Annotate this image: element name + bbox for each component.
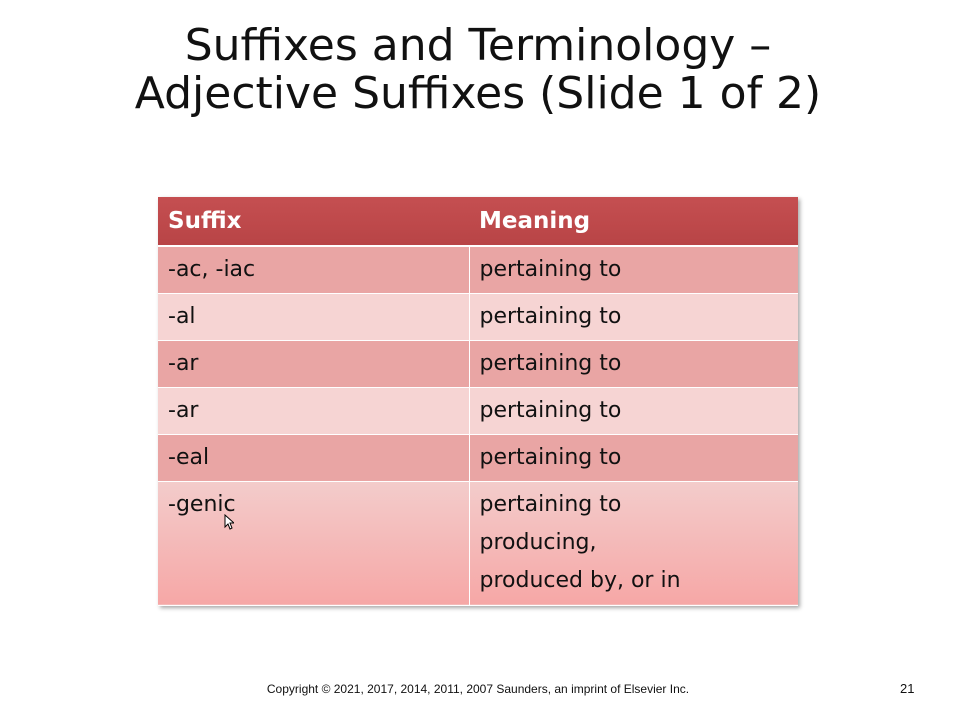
meaning-cell: pertaining to — [469, 387, 798, 434]
copyright-footer: Copyright © 2021, 2017, 2014, 2011, 2007 Saunders, an imprint of Elsevier Inc. — [266, 682, 690, 696]
table-row — [158, 434, 798, 481]
meaning-line: producing, — [479, 529, 597, 555]
table-row — [158, 340, 798, 387]
slide-title — [0, 22, 956, 118]
suffix-table — [158, 197, 798, 606]
table-row — [158, 293, 798, 340]
slide-page-number: 21 — [900, 681, 915, 696]
header-meaning: Meaning — [469, 197, 798, 246]
slide-title-line-1: Suffixes and Terminology – — [184, 20, 772, 71]
table-row — [158, 246, 798, 293]
meaning-cell: pertaining to — [469, 434, 798, 481]
table-header-row — [158, 197, 798, 246]
meaning-cell: pertaining to — [469, 246, 798, 293]
suffix-cell: -eal — [158, 434, 469, 481]
suffix-cell: -ar — [158, 387, 469, 434]
slide-title-line-2: Adjective Suffixes (Slide 1 of 2) — [134, 68, 822, 119]
header-suffix: Suffix — [158, 197, 469, 246]
suffix-cell: -ar — [158, 340, 469, 387]
meaning-line: pertaining to — [479, 491, 622, 517]
table-row — [158, 387, 798, 434]
suffix-cell: -genic — [158, 481, 469, 605]
suffix-cell: -ac, -iac — [158, 246, 469, 293]
meaning-cell: pertaining to — [469, 340, 798, 387]
meaning-cell: pertaining to — [469, 293, 798, 340]
table-row — [158, 481, 798, 605]
meaning-line: produced by, or in — [479, 567, 681, 593]
mouse-cursor-icon — [224, 514, 234, 530]
suffix-cell: -al — [158, 293, 469, 340]
meaning-cell — [469, 481, 798, 605]
suffix-table-container — [158, 197, 798, 606]
